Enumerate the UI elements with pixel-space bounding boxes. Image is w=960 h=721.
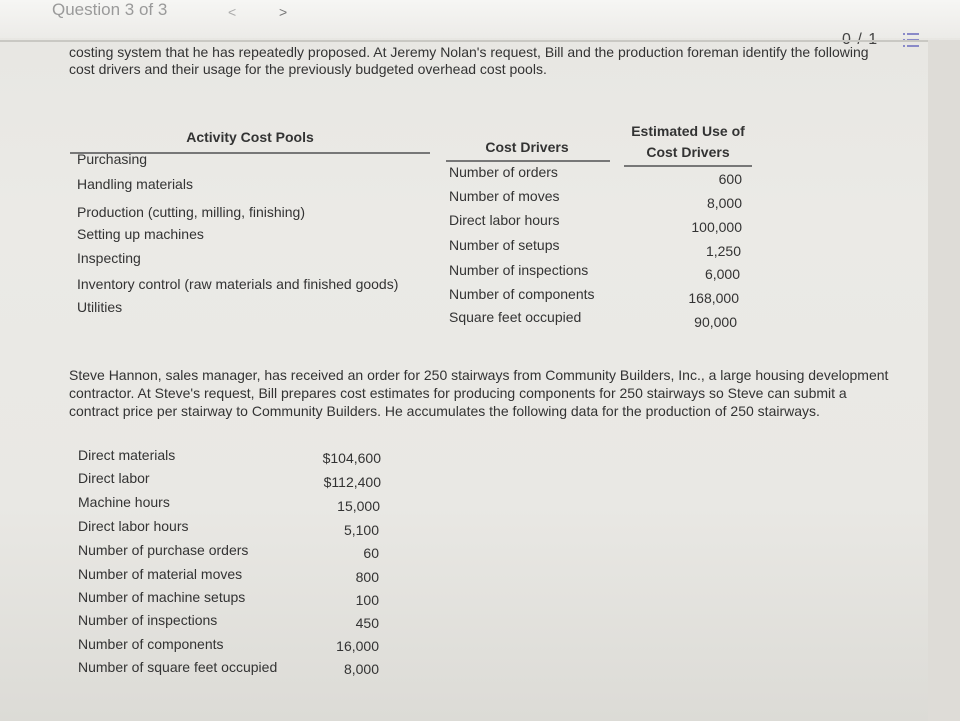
data-value: 100: [355, 592, 379, 608]
data-value: 8,000: [343, 661, 379, 677]
header-divider: [0, 40, 960, 42]
data-label: Number of inspections: [78, 612, 218, 628]
usage-cell: 90,000: [694, 314, 737, 330]
page-edge-shadow: [928, 40, 960, 721]
pool-cell: Utilities: [77, 299, 123, 315]
usage-cell: 8,000: [706, 195, 742, 211]
driver-cell: Number of orders: [449, 164, 558, 180]
usage-cell: 6,000: [704, 266, 740, 282]
data-label: Number of purchase orders: [78, 542, 249, 558]
header-estimated-use-line-2: Cost Drivers: [646, 144, 730, 160]
driver-cell: Direct labor hours: [449, 212, 560, 228]
usage-cell: 100,000: [691, 219, 742, 235]
data-value: 60: [363, 545, 379, 561]
data-label: Number of machine setups: [78, 589, 246, 605]
data-label: Direct materials: [78, 447, 176, 463]
paragraph-line-2: contractor. At Steve's request, Bill prepares cost estimates for producing components for 250 stairways so Steve can submit a: [69, 385, 847, 401]
data-label: Machine hours: [78, 494, 170, 510]
pool-cell: Production (cutting, milling, finishing): [77, 204, 305, 220]
question-title: Question 3 of 3: [52, 0, 168, 19]
usage-cell: 600: [718, 171, 742, 187]
previous-question-button[interactable]: <: [228, 4, 237, 20]
pool-cell: Purchasing: [77, 151, 148, 167]
paragraph-line-1: Steve Hannon, sales manager, has received an order for 250 stairways from Community Builders, Inc., a large housing development: [69, 367, 889, 383]
pool-cell: Setting up machines: [77, 226, 204, 242]
next-question-button[interactable]: >: [279, 4, 288, 20]
data-value: 15,000: [337, 498, 380, 514]
data-label: Direct labor hours: [78, 518, 189, 534]
header-estimated-use-line-1: Estimated Use of: [631, 123, 745, 139]
driver-cell: Number of inspections: [449, 262, 589, 278]
data-value: $104,600: [322, 450, 381, 466]
usage-cell: 168,000: [688, 290, 739, 306]
intro-line-2: cost drivers and their usage for the previously budgeted overhead cost pools.: [69, 61, 547, 77]
data-value: 450: [355, 615, 379, 631]
data-value: $112,400: [323, 474, 381, 490]
driver-cell: Number of components: [449, 286, 595, 302]
intro-line-1: costing system that he has repeatedly proposed. At Jeremy Nolan's request, Bill and the production foreman identify the following: [69, 44, 869, 60]
data-label: Direct labor: [78, 470, 150, 486]
question-header: [0, 0, 960, 38]
driver-cell: Square feet occupied: [449, 309, 582, 325]
pool-cell: Inspecting: [77, 250, 141, 266]
data-value: 16,000: [336, 638, 379, 654]
driver-cell: Number of moves: [449, 188, 560, 204]
paragraph-line-3: contract price per stairway to Community Builders. He accumulates the following data for the production of 250 stairways.: [69, 403, 820, 419]
data-label: Number of components: [78, 636, 224, 652]
data-label: Number of square feet occupied: [78, 659, 278, 675]
order-description: [69, 366, 909, 420]
driver-cell: Number of setups: [449, 237, 560, 253]
data-value: 5,100: [343, 522, 379, 538]
pool-cell: Handling materials: [77, 176, 193, 192]
usage-cell: 1,250: [705, 243, 741, 259]
data-value: 800: [355, 569, 379, 585]
data-label: Number of material moves: [78, 566, 243, 582]
pool-cell: Inventory control (raw materials and finished goods): [77, 276, 399, 292]
header-cost-drivers: Cost Drivers: [485, 139, 569, 155]
header-underline-usage: [624, 165, 752, 167]
header-underline-drivers: [446, 160, 610, 162]
intro-text: [69, 44, 919, 78]
header-activity-cost-pools: Activity Cost Pools: [186, 129, 314, 145]
